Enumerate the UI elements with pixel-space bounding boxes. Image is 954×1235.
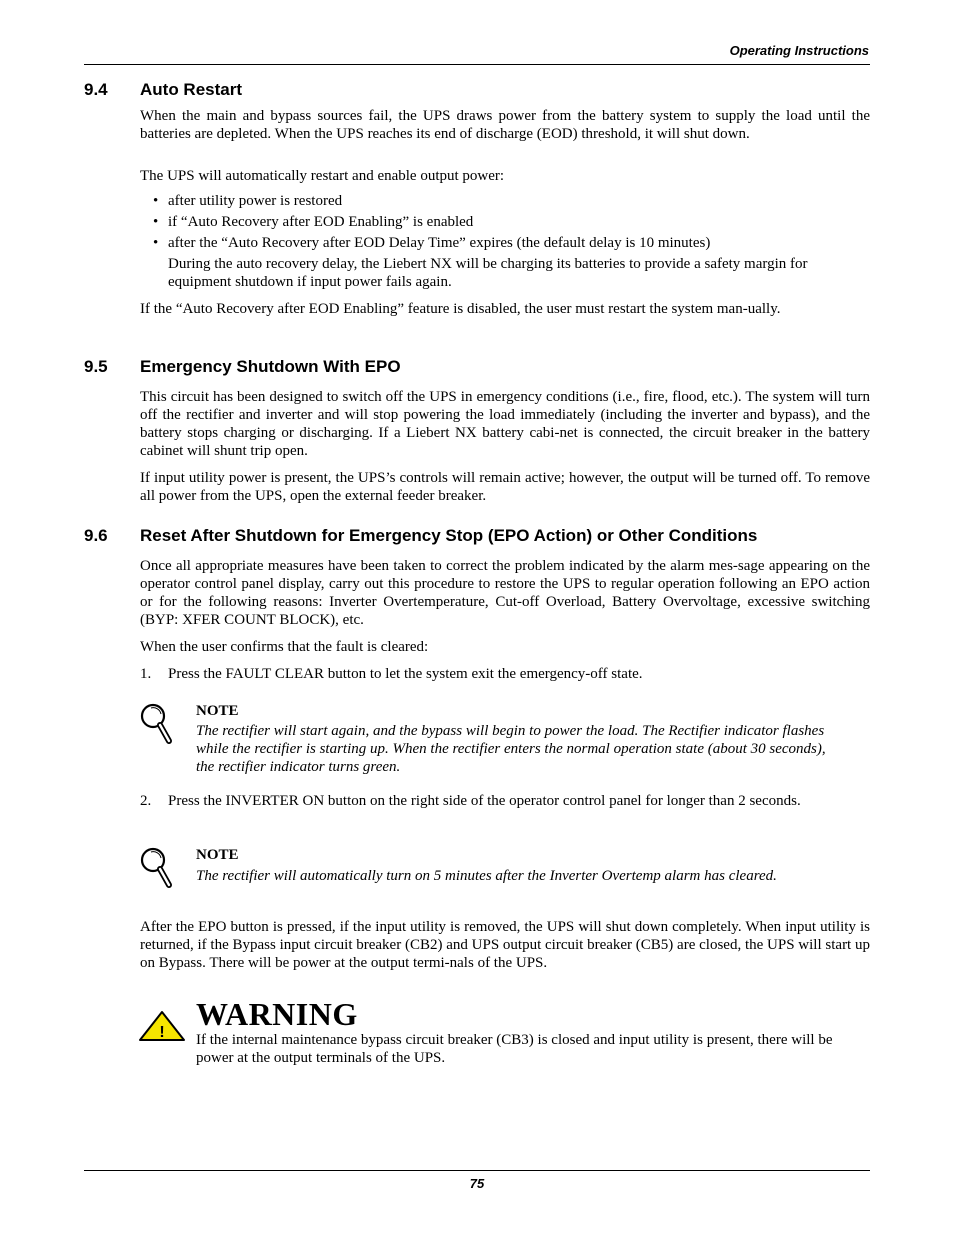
paragraph: Once all appropriate measures have been taken to correct the problem indicated by the alarm mes-sage appearing on the operator control panel display, carry out this procedure to restore the UPS to regular operation following an EPO action or for the following reasons: Inverter Overtemperature, Cut-off Overload, Battery Overvoltage, excessive switching (BYP: XFER COUNT BLOCK), etc. (140, 558, 870, 628)
warning-triangle-icon (138, 1010, 186, 1042)
paragraph: When the user confirms that the fault is cleared: (140, 639, 429, 655)
header-rule (84, 64, 870, 65)
note-title: NOTE (196, 703, 239, 719)
paragraph: When the main and bypass sources fail, the UPS draws power from the battery system to supply the load until the batteries are depleted. When the UPS reaches its end of discharge (EOD) threshold, it will shut down. (140, 108, 870, 142)
note-text: The rectifier will start again, and the bypass will begin to power the load. The Rectifier indicator flashes while the rectifier is starting up. When the rectifier enters the normal operation state (about 30 seconds), the rectifier indicator turns green. (196, 723, 826, 775)
section-number: 9.5 (84, 357, 108, 376)
running-header: Operating Instructions (729, 43, 869, 58)
paragraph: The UPS will automatically restart and enable output power: (140, 168, 505, 184)
section-number: 9.6 (84, 526, 108, 545)
paragraph: If input utility power is present, the UPS’s controls will remain active; however, the output will be turned off. To remove all power from the UPS, open the external feeder breaker. (140, 470, 870, 504)
paragraph: After the EPO button is pressed, if the input utility is removed, the UPS will shut down completely. When input utility is returned, if the Bypass input circuit breaker (CB2) and UPS output circuit breaker (CB5) are closed, the UPS will start up on Bypass. There will be power at the output termi-nals of the UPS. (140, 919, 870, 971)
svg-text:!: ! (159, 1024, 165, 1041)
section-title: Reset After Shutdown for Emergency Stop (EPO Action) or Other Conditions (140, 526, 758, 545)
list-item: after the “Auto Recovery after EOD Delay Time” expires (the default delay is 10 minutes) (168, 235, 711, 251)
section-9-6-heading (84, 526, 757, 546)
section-9-4-heading (84, 80, 242, 100)
page-number: 75 (469, 1176, 485, 1191)
note-text: The rectifier will automatically turn on 5 minutes after the Inverter Overtemp alarm has cleared. (196, 868, 777, 884)
list-item: if “Auto Recovery after EOD Enabling” is enabled (168, 214, 474, 230)
step-text: Press the INVERTER ON button on the right side of the operator control panel for longer than 2 seconds. (168, 793, 801, 809)
note-title: NOTE (196, 847, 239, 863)
warning-text: If the internal maintenance bypass circuit breaker (CB3) is closed and input utility is present, there will be power at the output terminals of the UPS. (196, 1032, 833, 1066)
section-title: Emergency Shutdown With EPO (140, 357, 401, 376)
section-9-5-heading (84, 357, 401, 377)
step-number: 2. (140, 793, 152, 809)
section-number: 9.4 (84, 80, 108, 99)
paragraph: This circuit has been designed to switch off the UPS in emergency conditions (i.e., fire, flood, etc.). The system will turn off the rectifier and inverter and will stop powering the load immediately (including the inverter and bypass), and the battery stops charging or discharging. If a Liebert NX battery cabi-net is connected, the circuit breaker in the battery cabinet will shunt trip open. (140, 389, 870, 459)
bullet-marker: • (153, 214, 159, 230)
step-text: Press the FAULT CLEAR button to let the system exit the emergency-off state. (168, 666, 643, 682)
magnifier-icon (138, 846, 174, 890)
list-item-continuation: During the auto recovery delay, the Liebert NX will be charging its batteries to provide a safety margin for equipment shutdown if input power fails again. (168, 256, 808, 290)
bullet-marker: • (153, 235, 159, 251)
bullet-marker: • (153, 193, 159, 209)
warning-title: WARNING (196, 996, 358, 1032)
step-number: 1. (140, 666, 152, 682)
section-title: Auto Restart (140, 80, 243, 99)
magnifier-icon (138, 702, 174, 746)
footer-rule (84, 1170, 870, 1171)
paragraph: If the “Auto Recovery after EOD Enabling” feature is disabled, the user must restart the system man-ually. (140, 301, 781, 317)
list-item: after utility power is restored (168, 193, 343, 209)
